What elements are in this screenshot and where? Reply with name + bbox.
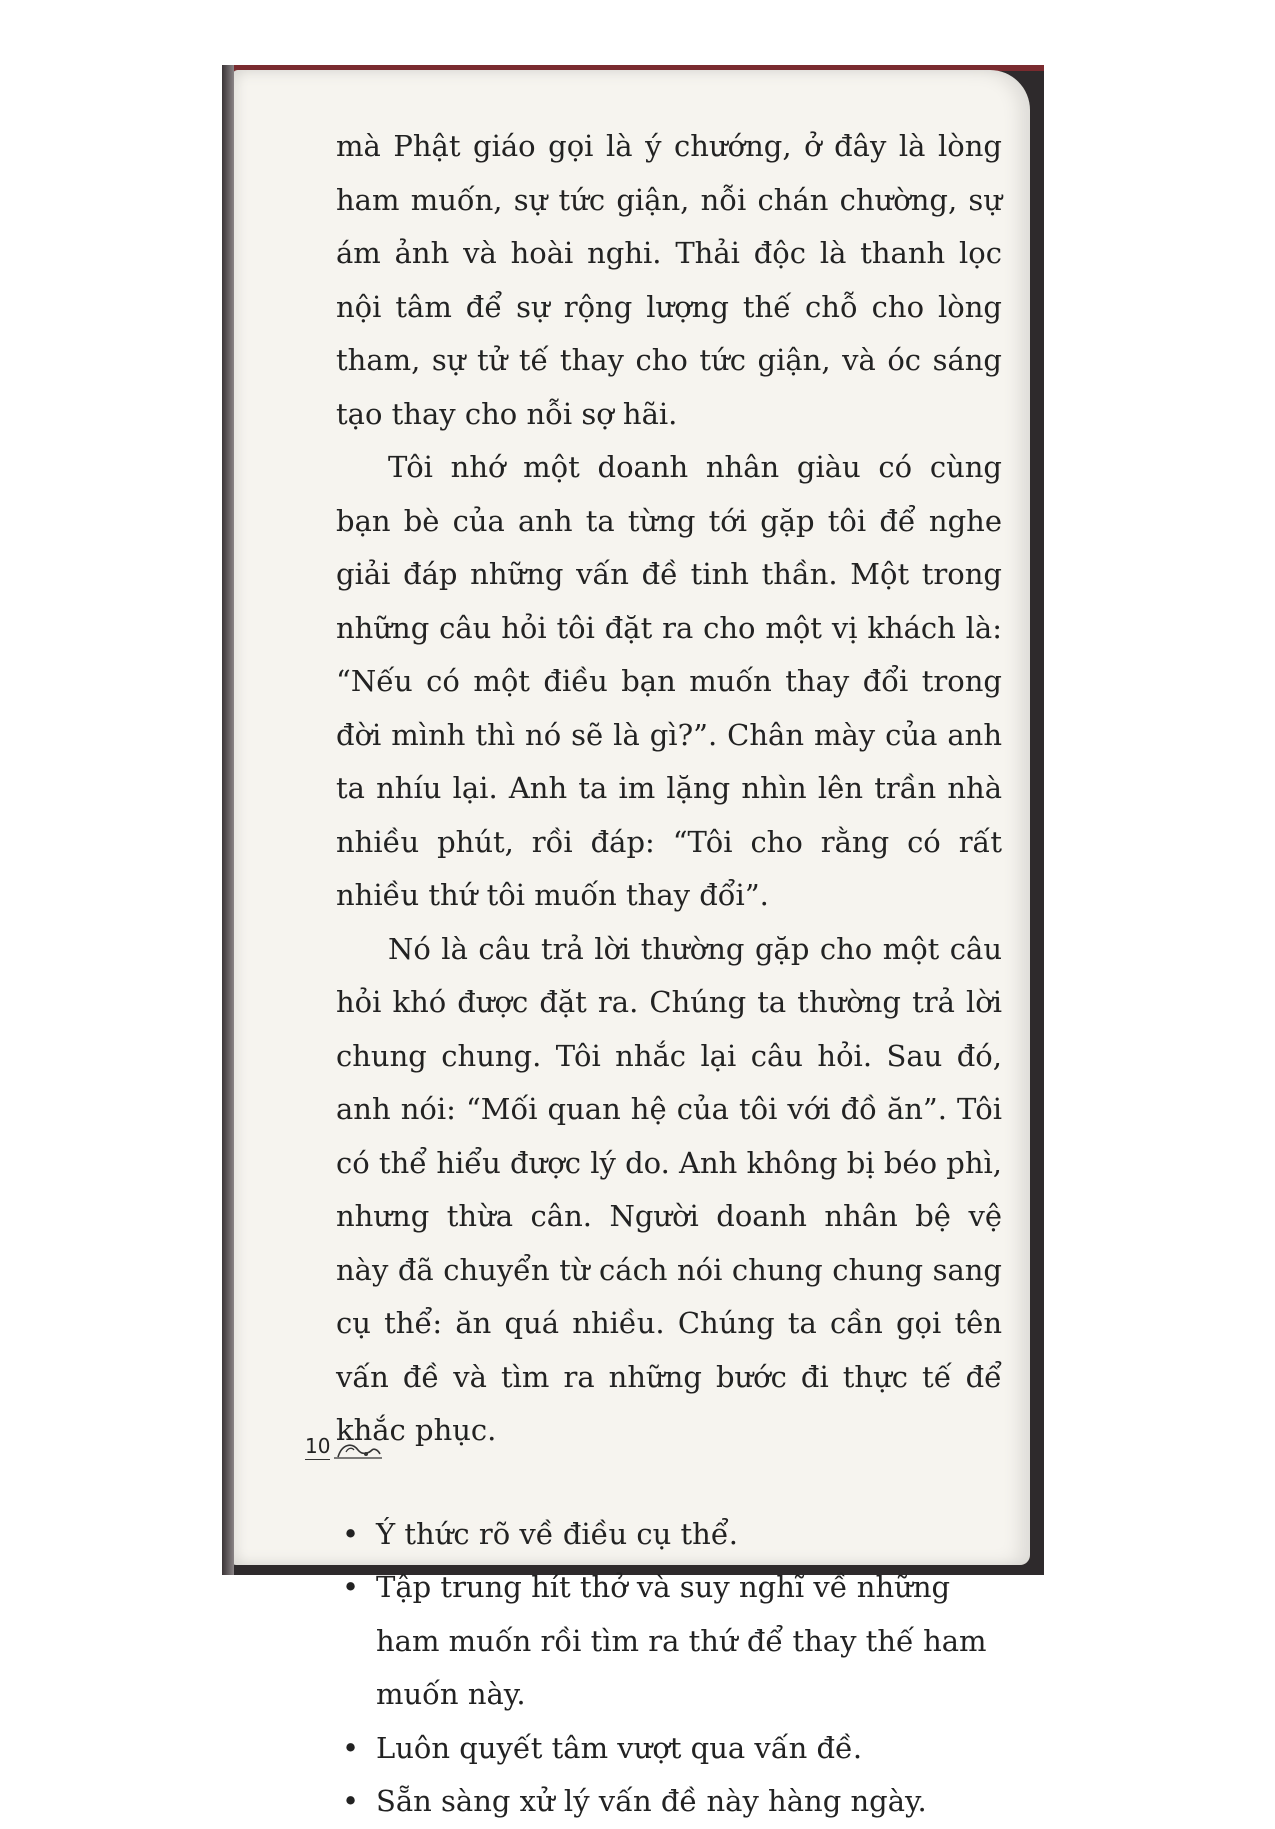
page-number: 10 [305, 1434, 331, 1458]
book-spine-edge [222, 65, 234, 1575]
bullet-item-3 [336, 1722, 1002, 1776]
page-body [336, 120, 1002, 1829]
paragraph-2: Tôi nhớ một doanh nhân giàu có cùng bạn bè của anh ta từng tới gặp tôi để nghe giải đáp những vấn đề tinh thần. Một trong những câu hỏi tôi đặt ra cho một vị khách là: “Nếu có một điều bạn muốn thay đổi trong đời mình thì nó sẽ là gì?”. Chân mày của anh ta nhíu lại. Anh ta im lặng nhìn lên trần nhà nhiều phút, rồi đáp: “Tôi cho rằng có rất nhiều thứ tôi muốn thay đổi”. [336, 450, 1002, 912]
page-footer [305, 1434, 384, 1460]
paragraph-3: Nó là câu trả lời thường gặp cho một câu hỏi khó được đặt ra. Chúng ta thường trả lời chung chung. Tôi nhắc lại câu hỏi. Sau đó, anh nói: “Mối quan hệ của tôi với đồ ăn”. Tôi có thể hiểu được lý do. Anh không bị béo phì, nhưng thừa cân. Người doanh nhân bệ vệ này đã chuyển từ cách nói chung chung sang cụ thể: ăn quá nhiều. Chúng ta cần gọi tên vấn đề và tìm ra những bước đi thực tế để khắc phục. [336, 931, 1002, 1447]
bullet-text: Luôn quyết tâm vượt qua vấn đề. [376, 1730, 863, 1765]
bullet-icon: • [342, 1730, 360, 1765]
bullet-item-4 [336, 1775, 1002, 1829]
paragraph-1: mà Phật giáo gọi là ý chướng, ở đây là lòng ham muốn, sự tức giận, nỗi chán chường, sự ám ảnh và hoài nghi. Thải độc là thanh lọc nội tâm để sự rộng lượng thế chỗ cho lòng tham, sự tử tế thay cho tức giận, và óc sáng tạo thay cho nỗi sợ hãi. [336, 129, 1002, 431]
bullet-list [336, 1508, 1002, 1829]
bullet-icon: • [342, 1784, 360, 1818]
bullet-item-1 [336, 1508, 1002, 1562]
bullet-text: Sẵn sàng xử lý vấn đề này hàng ngày. [376, 1784, 927, 1818]
bullet-text: Tập trung hít thở và suy nghĩ về những ham muốn rồi tìm ra thứ để thay thế ham muốn này. [376, 1570, 987, 1711]
bullet-text: Ý thức rõ về điều cụ thể. [376, 1516, 738, 1551]
bullet-icon: • [342, 1516, 360, 1551]
leaf-ornament-icon [332, 1438, 384, 1460]
bullet-icon: • [342, 1570, 360, 1604]
bullet-item-2 [336, 1561, 1002, 1722]
